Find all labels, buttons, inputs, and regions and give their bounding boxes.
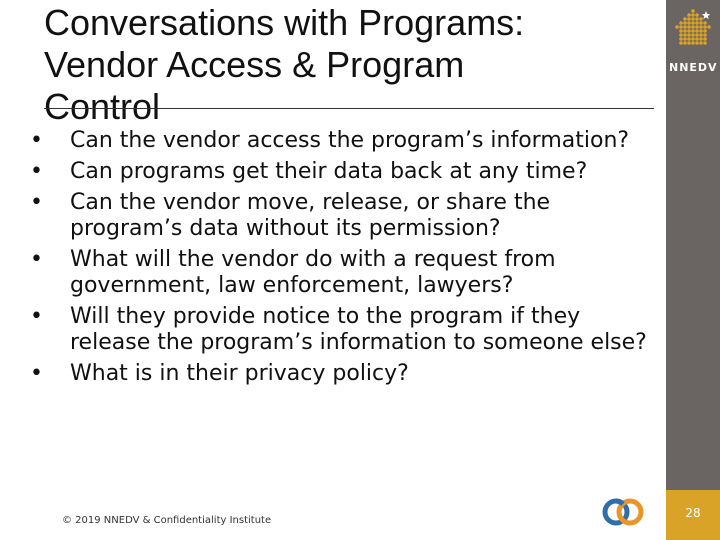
bullet-icon: •: [30, 247, 43, 272]
nnedv-house-grid-icon: [673, 8, 713, 58]
bullet-list: [30, 128, 655, 392]
bullet-item: [30, 247, 655, 299]
bullet-text: What is in their privacy policy?: [70, 361, 409, 386]
page-number: 28: [685, 506, 701, 520]
bullet-icon: •: [30, 128, 43, 153]
title-divider: [44, 108, 654, 109]
title-line-1: Conversations with Programs:: [44, 2, 525, 43]
bullet-icon: •: [30, 361, 43, 386]
bullet-icon: •: [30, 159, 43, 184]
bullet-icon: •: [30, 190, 43, 215]
bullet-item: [30, 361, 655, 387]
bullet-text: Can the vendor move, release, or share the program’s data without its permission?: [70, 190, 551, 241]
title-line-3: Control: [44, 86, 161, 127]
title-line-2: Vendor Access & Program: [44, 44, 465, 85]
bullet-text: Can programs get their data back at any time?: [70, 159, 588, 184]
confidentiality-institute-rings-icon: [602, 494, 646, 530]
bullet-item: [30, 128, 655, 154]
bullet-icon: •: [30, 304, 43, 329]
bullet-text: What will the vendor do with a request from government, law enforcement, lawyers?: [70, 247, 556, 298]
bullet-text: Will they provide notice to the program if they release the program’s information to someone else?: [70, 304, 647, 355]
footer-copyright: © 2019 NNEDV & Confidentiality Institute: [62, 515, 272, 526]
bullet-item: [30, 190, 655, 242]
bullet-item: [30, 159, 655, 185]
brand-sidebar: [666, 0, 720, 540]
bullet-item: [30, 304, 655, 356]
slide-title: [44, 2, 624, 128]
logo-text: NNEDV: [669, 61, 718, 74]
nnedv-logo: [669, 8, 717, 74]
page-number-badge: [666, 490, 720, 540]
bullet-text: Can the vendor access the program’s information?: [70, 128, 630, 153]
